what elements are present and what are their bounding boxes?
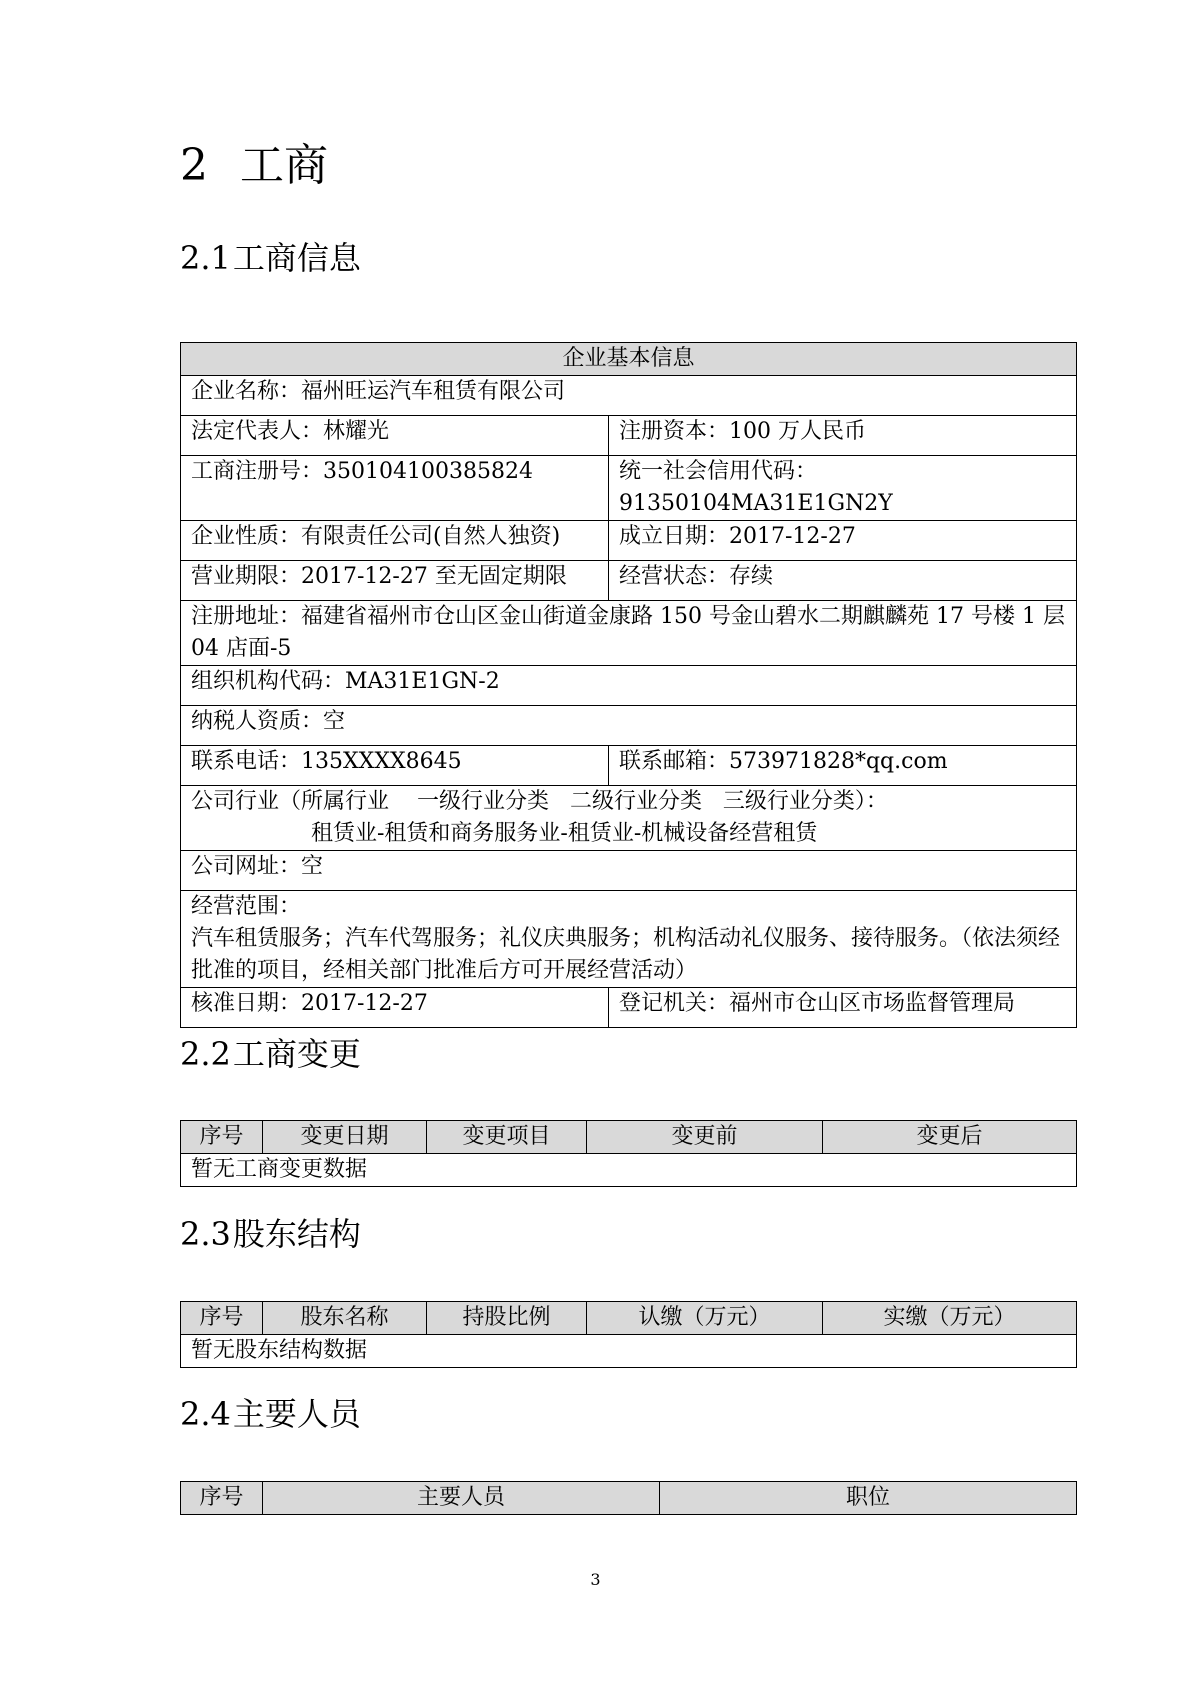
basic-info-table [180,342,1077,1028]
section-number: 2.3 [180,1215,231,1253]
table-header: 企业基本信息 [181,343,1077,376]
company-website: 公司网址：空 [181,851,1077,891]
contact-phone: 联系电话：135XXXX8645 [181,746,609,786]
section-name: 主要人员 [232,1395,361,1433]
industry-cell [181,786,1077,851]
business-scope-label: 经营范围： [191,894,302,919]
column-header: 变更前 [587,1121,823,1154]
section-number: 2.4 [180,1395,231,1433]
chapter-name: 工商 [240,140,328,191]
business-scope-cell [181,891,1077,988]
company-type: 企业性质：有限责任公司(自然人独资) [181,521,609,561]
section-number: 2.1 [180,239,231,277]
section-name: 股东结构 [232,1215,361,1253]
section-name: 工商变更 [232,1035,361,1073]
organization-code: 组织机构代码：MA31E1GN-2 [181,666,1077,706]
column-header: 主要人员 [263,1482,660,1515]
column-header: 序号 [181,1482,263,1515]
registered-address: 注册地址：福建省福州市仓山区金山街道金康路 150 号金山碧水二期麒麟苑 17 号楼 1 层 04 店面-5 [181,601,1077,666]
column-header: 股东名称 [263,1302,427,1335]
column-header: 变更项目 [427,1121,587,1154]
column-header: 变更后 [823,1121,1077,1154]
business-scope-value: 汽车租赁服务；汽车代驾服务；礼仪庆典服务；机构活动礼仪服务、接待服务。（依法须经批准的项目，经相关部门批准后方可开展经营活动） [191,926,1061,983]
section-name: 工商信息 [232,239,361,277]
chapter-title [180,138,328,194]
section-number: 2.2 [180,1035,231,1073]
section-title-2-3 [180,1214,361,1254]
personnel-table [180,1481,1077,1515]
column-header: 实缴（万元） [823,1302,1077,1335]
approval-date: 核准日期：2017-12-27 [181,988,609,1028]
registration-authority: 登记机关：福州市仓山区市场监督管理局 [609,988,1077,1028]
taxpayer-qualification: 纳税人资质：空 [181,706,1077,746]
operating-status: 经营状态：存续 [609,561,1077,601]
industry-value: 租赁业-租赁和商务服务业-租赁业-机械设备经营租赁 [311,821,818,846]
column-header: 序号 [181,1121,263,1154]
business-term: 营业期限：2017-12-27 至无固定期限 [181,561,609,601]
changes-table [180,1120,1077,1187]
registered-capital: 注册资本：100 万人民币 [609,416,1077,456]
section-title-2-1 [180,238,361,278]
registration-number: 工商注册号：350104100385824 [181,456,609,521]
column-header: 序号 [181,1302,263,1335]
company-name: 企业名称：福州旺运汽车租赁有限公司 [181,376,1077,416]
shareholders-table [180,1301,1077,1368]
legal-representative: 法定代表人：林耀光 [181,416,609,456]
contact-email: 联系邮箱：573971828*qq.com [609,746,1077,786]
empty-message: 暂无股东结构数据 [181,1335,1077,1368]
page-number: 3 [590,1570,601,1589]
column-header: 认缴（万元） [587,1302,823,1335]
column-header: 变更日期 [263,1121,427,1154]
column-header: 持股比例 [427,1302,587,1335]
section-title-2-4 [180,1394,361,1434]
column-header: 职位 [660,1482,1077,1515]
credit-code: 统一社会信用代码：91350104MA31E1GN2Y [609,456,1077,521]
section-title-2-2 [180,1034,361,1074]
industry-label: 公司行业（所属行业 一级行业分类 二级行业分类 三级行业分类）： [191,789,888,814]
empty-message: 暂无工商变更数据 [181,1154,1077,1187]
founding-date: 成立日期：2017-12-27 [609,521,1077,561]
chapter-number: 2 [180,140,208,191]
